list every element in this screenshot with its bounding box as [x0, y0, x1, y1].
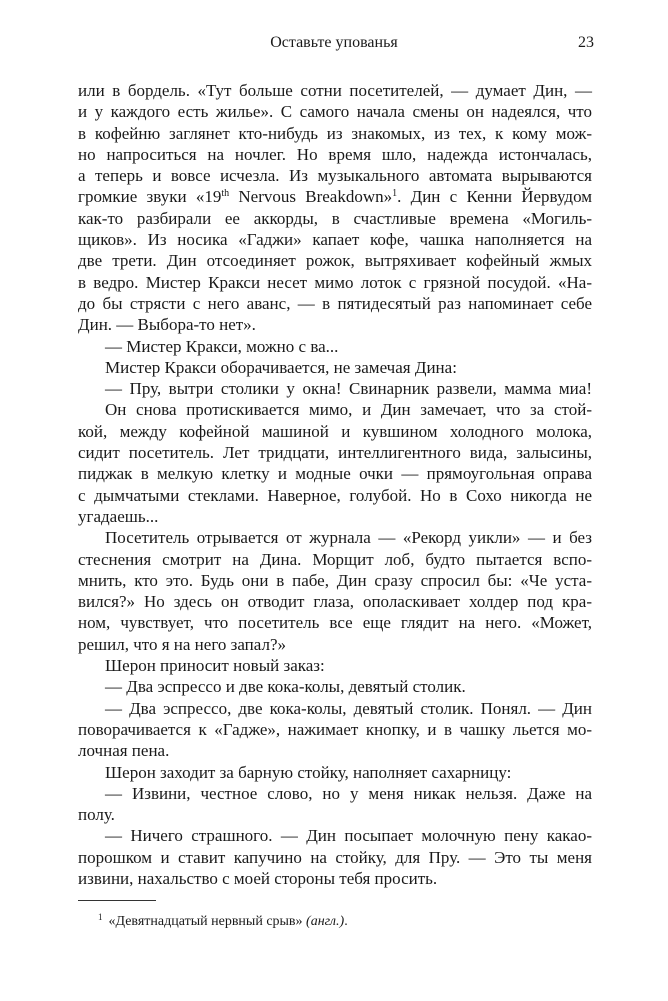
text-line: Мистер Кракси оборачивается, не замечая Дина:: [105, 357, 457, 377]
text-line: порошком и ставит капучино на стойку, для Пру. — Это ты меня: [78, 847, 592, 867]
text-segment: громкие звуки «19: [78, 187, 222, 207]
text-line: извини, нахальство с моей стороны тебя просить.: [78, 868, 438, 888]
dialogue-line: — Пру, вытри столики у окна! Свинарник развели, мамма миа!: [105, 379, 592, 399]
text-line: лочная пена.: [78, 741, 170, 761]
text-line: но напроситься на ночлег. Но время шло, надежда истончалась,: [78, 144, 592, 164]
text-line: Посетитель отрывается от журнала — «Рекорд уикли» — и без: [105, 528, 592, 548]
text-line: щиков». Из носика «Гаджи» капает кофе, чашка наполняется на: [78, 230, 592, 250]
dialogue-line: — Извини, честное слово, но у меня никак нельзя. Даже на: [105, 783, 592, 803]
footnote-divider: [78, 900, 156, 901]
text-line: как-то разбирали ее аккорды, в счастливые времена «Могиль-: [78, 208, 592, 228]
text-line: вился?» Но здесь он отводит глаза, ополаскивает холдер под кра-: [78, 592, 592, 612]
text-line: ном, чувствует, что посетитель все еще глядит на него. «Может,: [78, 613, 592, 633]
text-line: Шерон заходит за барную стойку, наполняет сахарницу:: [105, 762, 512, 782]
text-line: две трети. Дин отсоединяет рожок, вытряхивает кофейный жмых: [78, 251, 592, 271]
footnote-end: .: [344, 914, 348, 929]
text-segment: . Дин с Кенни Йервудом: [397, 187, 593, 207]
text-line: или в бордель. «Тут больше сотни посетителей, — думает Дин, —: [78, 81, 592, 100]
text-line: угадаешь...: [78, 506, 159, 526]
text-line: решил, что я на него запал?»: [78, 634, 286, 654]
dialogue-line: — Мистер Кракси, можно с ва...: [105, 336, 339, 356]
dialogue-line: — Два эспрессо и две кока-колы, девятый столик.: [105, 677, 466, 697]
text-line: пиджак в мелкую клетку и модные очки — прямоугольная оправа: [78, 464, 592, 484]
text-line: мнить, кто это. Будь они в пабе, Дин сразу спросил бы: «Че уста-: [78, 570, 592, 590]
body-text: [78, 80, 592, 889]
text-line: а теперь и вовсе исчезла. Из музыкального автомата вырываются: [78, 166, 592, 186]
footnote-language-note: (англ.): [306, 914, 345, 929]
text-line: в ведро. Мистер Кракси несет мимо лоток с грязной посудой. «На-: [78, 272, 592, 292]
page-number: 23: [578, 34, 594, 51]
text-line: Шерон приносит новый заказ:: [105, 656, 325, 676]
superscript-ordinal: th: [221, 188, 230, 200]
footnote-text: «Девятнадцатый нервный срыв»: [108, 914, 307, 929]
text-segment: Nervous Breakdown»: [229, 187, 393, 207]
text-line: до бы стрясти с него аванс, — в пятидесятый раз напоминает себе: [78, 293, 592, 313]
text-line: сидит посетитель. Лет тридцати, интеллигентного вида, залысины,: [78, 443, 592, 463]
text-line: Дин. — Выбора-то нет».: [78, 315, 256, 335]
text-line: стеснения смотрит на Дина. Морщит лоб, будто пытается вспо-: [78, 549, 592, 569]
text-line: кой, между кофейной машиной и кувшином холодного молока,: [78, 421, 592, 441]
text-line: Он снова протискивается мимо, и Дин замечает, что за стой-: [105, 400, 592, 420]
footnote-reference: 1: [392, 188, 398, 200]
dialogue-line: — Ничего страшного. — Дин посыпает молочную пену какао-: [105, 826, 592, 846]
text-line: поворачивается к «Гадже», нажимает кнопку, и в чашку льется мо-: [78, 719, 592, 739]
footnote-mark: 1: [98, 912, 103, 922]
text-line: с дымчатыми стеклами. Наверное, голубой. Но в Сохо никогда не: [78, 485, 592, 505]
text-line: и у каждого есть жилье». С самого начала смены он надеялся, что: [78, 102, 592, 122]
footnote: [98, 914, 348, 930]
text-line: полу.: [78, 805, 115, 825]
text-line: в кофейню заглянет кто-нибудь из знакомых, из тех, к кому мож-: [78, 123, 592, 143]
text-line-with-superscript: [78, 186, 592, 207]
running-header-title: Оставьте упованья: [270, 34, 398, 51]
dialogue-line: — Два эспрессо, две кока-колы, девятый столик. Понял. — Дин: [105, 698, 592, 718]
